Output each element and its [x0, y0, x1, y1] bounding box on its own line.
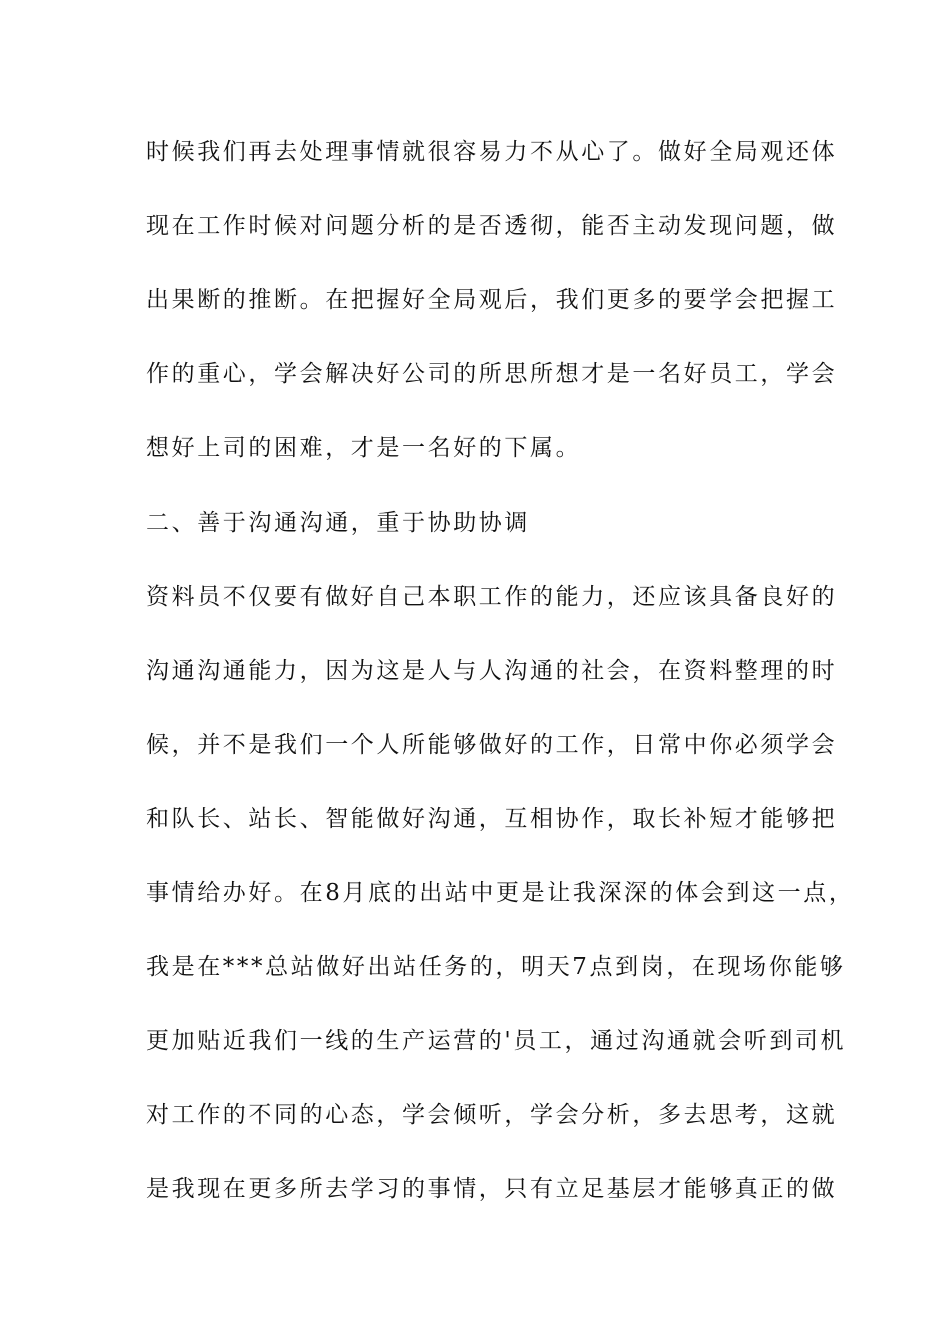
paragraph-2-line-6: 我是在***总站做好出站任务的，明天7点到岗，在现场你能够	[146, 954, 846, 980]
paragraph-1-line-4: 作的重心，学会解决好公司的所思所想才是一名好员工，学会	[146, 361, 838, 387]
paragraph-2-line-2: 沟通沟通能力，因为这是人与人沟通的社会，在资料整理的时	[146, 658, 838, 684]
paragraph-2-line-7: 更加贴近我们一线的生产运营的'员工，通过沟通就会听到司机	[146, 1028, 847, 1054]
paragraph-1-line-2: 现在工作时候对问题分析的是否透彻，能否主动发现问题，做	[146, 213, 838, 239]
paragraph-2-line-1: 资料员不仅要有做好自己本职工作的能力，还应该具备良好的	[146, 584, 838, 610]
paragraph-2-line-8: 对工作的不同的心态，学会倾听，学会分析，多去思考，这就	[146, 1102, 838, 1128]
paragraph-1-line-5: 想好上司的困难，才是一名好的下属。	[146, 435, 582, 461]
paragraph-2-line-9: 是我现在更多所去学习的事情，只有立足基层才能够真正的做	[146, 1176, 838, 1202]
paragraph-2-line-4: 和队长、站长、智能做好沟通，互相协作，取长补短才能够把	[146, 806, 838, 832]
section-heading: 二、善于沟通沟通，重于协助协调	[146, 510, 530, 536]
paragraph-1-line-3: 出果断的推断。在把握好全局观后，我们更多的要学会把握工	[146, 287, 838, 313]
paragraph-2-line-3: 候，并不是我们一个人所能够做好的工作，日常中你必须学会	[146, 732, 838, 758]
paragraph-2-line-5: 事情给办好。在8月底的出站中更是让我深深的体会到这一点，	[146, 880, 855, 906]
paragraph-1-line-1: 时候我们再去处理事情就很容易力不从心了。做好全局观还体	[146, 139, 838, 165]
